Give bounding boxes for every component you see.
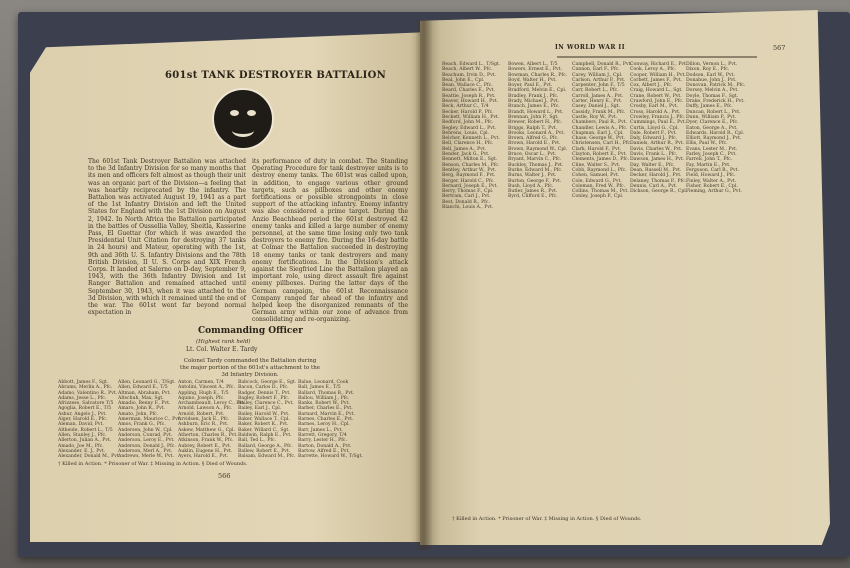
roster-name: Baker, Willard C., Sgt. xyxy=(238,427,290,433)
roster-name: Dixon, Roy E., Pfc. xyxy=(686,67,730,73)
roster-name: Carey, William J., Cpl. xyxy=(572,72,623,78)
roster-name: Arvidsen, Jack E., Pfc. xyxy=(178,417,230,423)
roster-name: Cox, Albert J., Pfc. xyxy=(630,83,673,89)
history-text-col-2 xyxy=(252,158,408,324)
roster-column xyxy=(178,380,246,460)
roster-name: Field, Howard J., Pfc. xyxy=(686,173,736,179)
roster-name: Bailey, Clarence C., Pvt. xyxy=(238,401,294,407)
roster-name: Baker, Robert K., Pvt. xyxy=(238,422,289,428)
roster-name: Beattie, Joseph R., Pvt. xyxy=(442,93,496,99)
roster-name: Bradley, Frank J., Pfc. xyxy=(508,93,559,99)
roster-name: Burns, Walter J., Pvt. xyxy=(508,173,557,179)
roster-name: Carroll, James A., Pvt. xyxy=(572,93,624,99)
roster-name: Balsam, Edward M., Pfc. xyxy=(238,454,296,460)
left-legend: † Killed in Action. * Prisoner of War. ‡ Missing in Action. § Died of Wounds. xyxy=(58,461,248,467)
roster-name: Bryant, Marvin C., Pfc. xyxy=(508,157,562,163)
roster-name: Brown, Harold E., Pvt. xyxy=(508,141,561,147)
roster-name: Craig, Howard L., Sgt. xyxy=(630,88,683,94)
roster-name: Farrell, John T., Pfc. xyxy=(686,157,733,163)
roster-name: Bartow, Alfred E., Pvt. xyxy=(298,448,350,454)
roster-column xyxy=(118,380,182,460)
roster-name: Doyle, Thomas F., Sgt. xyxy=(686,93,739,99)
roster-name: Barnes, Charles E., Pvt. xyxy=(298,417,354,423)
roster-name: Daniels, Arthur R., Pvt. xyxy=(630,141,685,147)
roster-name: Bruce, Oscar L., Pvt. xyxy=(508,152,557,158)
roster-name: Cline, Walter S., Pvt. xyxy=(572,162,621,168)
roster-name: Duncan, Robert L., Pvt. xyxy=(686,109,741,115)
roster-name: Fay, Martin E., Pvt. xyxy=(686,162,731,168)
roster-name: Bianchi, Louis A., Pvt. xyxy=(442,205,494,211)
roster-name: Amos, Frank G., Pfc. xyxy=(118,422,166,428)
roster-name: Atkinson, Frank W., Pfc. xyxy=(178,438,234,444)
roster-name: Casey, Daniel J., Sgt. xyxy=(572,104,620,110)
history-paragraph-2: its performance of duty in combat. The Standing Operating Procedure for tank destroyer units is to destroy enemy tanks. The 601st was called upon, in addition, to engage various other ground targets, such as pillboxes and other enemy fortifications or possible strongpoints in close support of the attacking infantry. Enemy infantry was also considered a prime target. During the Anzio Beachhead period the 601st destroyed 42 enemy tanks and killed a large number of enemy personnel, at the same time losing only two tank destroyers to enemy fire. During the 16-day battle at Colmar the Battalion succeeded in destroying 18 enemy tanks or tank destroyers and many enemy fortifications. In the Division's attack against the Siegfried Line the Battalion played an important role, using direct assault fire against enemy pillboxes. During the latter days of the German campaign, the 601st Reconnaissance Company ranged far ahead of the infantry and helped keep the disorganized remnants of the German army within our zone of advance from consolidating and re-organizing. xyxy=(252,158,408,324)
roster-name: Ballard, Thomas B., Pvt. xyxy=(298,390,355,396)
roster-name: Chambers, Paul R., Pvt. xyxy=(572,120,628,126)
roster-name: Chapman, Earl J., Cpl. xyxy=(572,130,624,136)
roster-name: Bender, Jack G., Pvt. xyxy=(442,152,490,158)
roster-name: Anderson, Conrad, Pvt. xyxy=(118,432,173,438)
roster-name: Berry, Thomas F., Cpl. xyxy=(442,189,494,195)
roster-name: Aleman, David, Pvt. xyxy=(58,422,104,428)
roster-name: Cooper, William H., Pvt. xyxy=(630,72,686,78)
roster-name: Arnold, Robert, Pvt. xyxy=(178,411,225,417)
roster-name: Behrens, Louis, Cpl. xyxy=(442,130,490,136)
roster-name: Auklin, Eugene H., Pvt. xyxy=(178,448,233,454)
roster-name: Bradford, Melvin E., Cpl. xyxy=(508,88,567,94)
roster-name: Dyer, Clarence E., Pfc. xyxy=(686,120,739,126)
roster-name: Brady, Michael J., Pvt. xyxy=(508,99,560,105)
roster-name: Baldwin, Ralph E., Pvt. xyxy=(238,432,292,438)
roster-name: Dickson, George R., Cpl. xyxy=(630,189,688,195)
right-legend: † Killed in Action. * Prisoner of War. ‡ Missing in Action. § Died of Wounds. xyxy=(452,516,642,522)
roster-name: Barrette, Howard W., T/Sgt. xyxy=(298,454,363,460)
roster-name: Castle, Roy W., Pvt. xyxy=(572,114,618,120)
roster-name: Chase, George W., Pvt. xyxy=(572,136,625,142)
roster-name: Beaver, Howard H., Pvt. xyxy=(442,99,499,105)
commanding-officer-heading: Commanding Officer xyxy=(198,326,303,336)
roster-name: Bowen, Albert L., T/5 xyxy=(508,62,558,67)
roster-name: Barr, James L., Pvt. xyxy=(298,427,343,433)
roster-name: Donahue, John J., Pvt. xyxy=(686,77,737,83)
roster-name: Fleming, Arthur G., Pvt. xyxy=(686,189,742,195)
roster-name: Antolini, Vincent A., Pfc. xyxy=(178,385,235,391)
roster-name: Abbott, James F., Sgt. xyxy=(58,380,109,385)
roster-name: Ballew, Robert E., Pvt. xyxy=(238,448,291,454)
roster-name: Barton, Donald A., Pvt. xyxy=(298,443,352,449)
roster-name: Evans, Lester M., Pvt. xyxy=(686,146,738,152)
roster-name: Boyd, Walter H., Pvt. xyxy=(508,77,557,83)
roster-name: Brandt, Howard L., Pvt. xyxy=(508,109,564,115)
roster-name: Conway, Richard E., Pvt. xyxy=(630,62,688,67)
right-page-title: IN WORLD WAR II xyxy=(555,44,626,51)
roster-name: Allerton, Julian A., Pvt. xyxy=(58,438,112,444)
roster-name: Adamo, Valentino R., Pvt. xyxy=(58,390,118,396)
roster-name: Daly, Edward J., Pfc. xyxy=(630,136,678,142)
roster-name: Amerman, Maurice C., Pvt. xyxy=(118,417,182,423)
roster-name: Christensen, Carl H., Pfc. xyxy=(572,141,632,147)
roster-name: Bentley, Arthur W., Pvt. xyxy=(442,167,497,173)
officer-note: Colonel Tardy commanded the Battalion during the major portion of the 601st's attachment to the 3d Infantry Division. xyxy=(180,358,320,378)
roster-name: Brown, Alfred G., Pfc. xyxy=(508,136,559,142)
roster-name: Bailey, Earl J., Cpl. xyxy=(238,406,282,412)
roster-name: Babcock, George E., Sgt. xyxy=(238,380,297,385)
roster-name: Dale, Robert F., Pvt. xyxy=(630,130,677,136)
roster-column xyxy=(686,62,746,195)
roster-name: Dillon, Vernon L., Pvt. xyxy=(686,62,738,67)
roster-name: Amado, Joe M., Pfc. xyxy=(58,443,104,449)
roster-name: Bernard, Joseph E., Pvt. xyxy=(442,183,498,189)
roster-name: Boyer, Paul E., Pvt. xyxy=(508,83,553,89)
roster-name: Beach, Edward L., T/Sgt. xyxy=(442,62,501,67)
roster-name: Crawford, John E., Pfc. xyxy=(630,99,684,105)
roster-name: Ashur, Angelo J., Pvt. xyxy=(58,411,107,417)
roster-name: Baker, Wallace T., Cpl. xyxy=(238,417,290,423)
history-paragraph-1: The 601st Tank Destroyer Battalion was attached to the 3d Infantry Division for so many months that its men and officers felt almost as though their unit was an organic part of the Division—a feeling that was heartily reciprocated by the infantry. The Battalion was activated August 19, 1941 as a part of the 1st Infantry Division and left the United States for England with the 1st Division on August 2, 1942. In North Africa the Battalion participated in the battles of Oussellia Valley, Sbeitla, Kasserine Pass, El Guettar (for which it was awarded the Presidential Unit Citation for destroying 37 tanks in 24 hours) and Mateur, operating with the 1st, 9th and 36th U. S. Infantry Divisions and the 78th British Division, II U. S. Corps and XIX French Corps. It landed at Salerno on D-day, September 9, 1943, with the 36th Infantry Division and 1st Ranger Battalion and remained attached until September 30, 1943, when it was attached to the 3d Division, with which it remained until the end of the war. The 601st went far beyond normal expectation in xyxy=(88,158,246,317)
roster-column xyxy=(630,62,686,194)
roster-name: Altman, Abraham, Pvt. xyxy=(118,390,171,396)
roster-name: Ashburn, Eric R., Pvt. xyxy=(178,422,229,428)
roster-name: Becker, Harold P., Pfc. xyxy=(442,109,494,115)
roster-name: Alexander, Donald M., Pvt. xyxy=(58,454,121,460)
history-text-col-1 xyxy=(88,158,246,316)
roster-name: Curtis, Lloyd G., Cpl. xyxy=(630,125,679,131)
roster-name: Bertram, Carl J., Pvt. xyxy=(442,194,491,200)
roster-name: Briggs, Ralph T., Pvt. xyxy=(508,125,558,131)
left-page-number: 566 xyxy=(218,472,231,480)
roster-name: Appling, Hugh E., T/5 xyxy=(178,390,229,396)
roster-name: Eaton, George A., Pvt. xyxy=(686,125,738,131)
roster-name: Coleman, Fred W., Pfc. xyxy=(572,183,626,189)
roster-name: Ballard, George A., Pfc. xyxy=(238,443,293,449)
roster-name: Abrams, Merlin A., Pfc. xyxy=(58,385,113,391)
roster-name: Ferguson, Carl R., Pvt. xyxy=(686,167,739,173)
roster-name: Elliott, Raymond J., Pvt. xyxy=(686,136,742,142)
roster-name: Barrett, Gregory, T/4 xyxy=(298,432,347,438)
roster-name: Ayers, Harold E., Pvt. xyxy=(178,454,229,460)
roster-name: Aquino, Joseph, Pfc. xyxy=(178,395,225,401)
roster-name: Dodson, Earl W., Pvt. xyxy=(686,72,735,78)
roster-name: Carter, Henry E., Pvt. xyxy=(572,99,623,105)
roster-name: Amato, John, Pfc. xyxy=(118,411,159,417)
roster-name: Beck, Arthur C., T/4 xyxy=(442,104,489,110)
roster-name: Anton, Carmen, T/4 xyxy=(178,380,224,385)
roster-name: Berger, Harold C., Pfc. xyxy=(442,178,495,184)
roster-name: Barnes, Leroy H., Cpl. xyxy=(298,422,350,428)
roster-name: Clayton, Robert E., Pvt. xyxy=(572,152,627,158)
roster-name: Cassidy, Frank M., Pfc. xyxy=(572,109,626,115)
roster-name: Berg, Raymond F., Pvt. xyxy=(442,173,496,179)
roster-name: Dorsey, Melvin A., Pvt. xyxy=(686,88,739,94)
battalion-title: 601st TANK DESTROYER BATTALION xyxy=(165,70,387,81)
roster-column xyxy=(238,380,296,459)
roster-name: Bailey, Harold W., Pvt. xyxy=(238,411,290,417)
roster-name: Ballou, William J., Pfc. xyxy=(298,395,350,401)
roster-name: Clements, James D., Pfc. xyxy=(572,157,630,163)
tank-destroyer-insignia-icon xyxy=(212,88,274,150)
roster-name: Burton, George F., Pvt. xyxy=(508,178,562,184)
roster-name: Carpenter, John F., T/5 xyxy=(572,83,625,89)
roster-name: Collins, Thomas M., Pvt. xyxy=(572,189,629,195)
roster-name: Day, Walter E., Pfc. xyxy=(630,162,675,168)
roster-name: Crosby, Earl M., Pvt. xyxy=(630,104,678,110)
roster-name: Ball, James E., T/5 xyxy=(298,385,341,391)
roster-name: Anderson, Merl A., Pvt. xyxy=(118,448,173,454)
roster-name: Barber, Charles E., Pvt. xyxy=(298,406,353,412)
roster-name: Alger, Harold E., Pfc. xyxy=(58,417,108,423)
roster-name: Donovan, Patrick M., Pfc. xyxy=(686,83,746,89)
roster-name: Branch, James E., Pfc. xyxy=(508,104,560,110)
roster-name: Bush, Lloyd A., Pfc. xyxy=(508,183,554,189)
roster-name: Afrizzese, Salvatore T/5 xyxy=(58,401,114,407)
roster-name: Atherton, Charles R., Pvt. xyxy=(178,432,238,438)
roster-name: Anderson, Leroy E., Pvt. xyxy=(118,438,175,444)
roster-name: Dunn, William P., Pvt. xyxy=(686,114,737,120)
roster-name: Andrews, Merle W., Pvt. xyxy=(118,454,174,460)
roster-name: Amadio, Benny F., Pvt. xyxy=(118,401,171,407)
roster-name: Archambeault, Leroy C., Pvt. xyxy=(178,401,246,407)
roster-name: Barry, Lester H., Pfc. xyxy=(298,438,347,444)
roster-name: Burke, Edward M., Pfc. xyxy=(508,167,563,173)
roster-column xyxy=(298,380,363,460)
roster-name: Drake, Frederick H., Pvt. xyxy=(686,99,745,105)
roster-name: Davis, Frank L., Pfc. xyxy=(630,152,678,158)
roster-name: Bennett, Milton E., Sgt. xyxy=(442,157,498,163)
roster-name: Cummings, Paul E., Pvt. xyxy=(630,120,687,126)
roster-name: Bell, Clarence H., Pfc. xyxy=(442,141,494,147)
roster-name: Chandler, Lewis A., Pfc. xyxy=(572,125,628,131)
roster-name: Bowers, Ernest E., Pvt. xyxy=(508,67,562,73)
roster-name: Buckley, Thomas J., Pvt. xyxy=(508,162,564,168)
roster-name: Bedford, John M., Pfc. xyxy=(442,120,494,126)
roster-name: Dawson, James H., Pvt. xyxy=(630,157,685,163)
roster-name: Bagley, Robert F., Pfc. xyxy=(238,395,290,401)
roster-name: Corbett, James F., Pvt. xyxy=(630,77,683,83)
roster-name: Badger, Dennis T., Pvt. xyxy=(238,390,291,396)
roster-name: Crowley, Francis J., Pfc. xyxy=(630,114,686,120)
roster-name: Altheide, Robert L., T/5 xyxy=(58,427,113,433)
roster-name: Farley, Joseph C., Pvt. xyxy=(686,152,737,158)
roster-column xyxy=(442,62,501,211)
roster-name: Begley, Edward L., Pvt. xyxy=(442,125,497,131)
roster-name: Best, Donald R., Pfc. xyxy=(442,199,490,205)
roster-column xyxy=(508,62,568,200)
roster-column xyxy=(58,380,121,460)
roster-name: Bowman, Charles R., Pfc. xyxy=(508,72,568,78)
roster-name: Conley, Joseph P., Cpl. xyxy=(572,194,624,200)
roster-name: Banks, Robert W., Pvt. xyxy=(298,401,350,407)
roster-name: Decker, Harold J., Pvt. xyxy=(630,173,682,179)
roster-name: Benson, Charles M., Pfc. xyxy=(442,162,500,168)
roster-name: Alexander, E. J., Pvt. xyxy=(58,448,106,454)
right-page-number: 567 xyxy=(773,44,786,52)
roster-name: Butler, James R., Pvt. xyxy=(508,189,558,195)
roster-name: Clark, Harold F., Pvt. xyxy=(572,146,622,152)
roster-name: Dennis, Carl A., Pvt. xyxy=(630,183,678,189)
roster-name: Brennan, John P., Sgt. xyxy=(508,114,559,120)
roster-name: Davis, Charles W., Pvt. xyxy=(630,146,683,152)
roster-name: Dean, Russell M., Pvt. xyxy=(630,167,682,173)
roster-name: Belcher, Kenneth L., Pvt. xyxy=(442,136,500,142)
roster-name: Aubrey, Robert E., Pvt. xyxy=(178,443,232,449)
roster-name: Finley, Walter A., Pvt. xyxy=(686,178,737,184)
roster-name: Bean, Wallace C., Pfc. xyxy=(442,83,493,89)
roster-name: Allen, Leonard G., T/Sgt. xyxy=(118,380,176,385)
roster-name: Askew, Matthew G., Cpl. xyxy=(178,427,235,433)
book-gutter xyxy=(415,20,433,550)
roster-name: Balue, Leonard, Cook xyxy=(298,380,349,385)
roster-name: Beach, Albert W., Pfc. xyxy=(442,67,493,73)
roster-name: Brooks, Leonard A., Pvt. xyxy=(508,130,565,136)
roster-name: Beard, Charles E., Pvt. xyxy=(442,88,496,94)
roster-name: Cohen, Samuel, Pvt. xyxy=(572,173,620,179)
roster-name: Beachum, Irvin D., Pvt. xyxy=(442,72,496,78)
roster-name: Anderson, Donald J., Pfc. xyxy=(118,443,176,449)
roster-name: Carlson, Arthur P., Pvt. xyxy=(572,77,626,83)
roster-name: Amaro, John R., Pvt. xyxy=(118,406,166,412)
roster-name: Ball, Ted L., Pfc. xyxy=(238,438,277,444)
roster-name: Fisher, Robert E., Cpl. xyxy=(686,183,738,189)
roster-column xyxy=(572,62,632,200)
roster-name: Byrd, Clifford E., Pfc. xyxy=(508,194,558,200)
roster-name: Cannon, Earl F., Pfc. xyxy=(572,67,620,73)
roster-name: Cook, Leroy A., Pfc. xyxy=(630,67,677,73)
roster-name: Duffy, James E., Pfc. xyxy=(686,104,733,110)
roster-name: Carr, Robert L., Pfc. xyxy=(572,88,619,94)
roster-name: Arnold, Lawson A., Pfc. xyxy=(178,406,233,412)
roster-name: Beckett, William H., Pvt. xyxy=(442,114,500,120)
roster-name: Edwards, Harold R., Cpl. xyxy=(686,130,745,136)
roster-name: Campbell, Donald R., Pvt. xyxy=(572,62,632,67)
right-rule xyxy=(557,56,757,58)
roster-name: Brewer, Robert H., Pfc. xyxy=(508,120,563,126)
roster-name: Crane, Robert W., Pvt. xyxy=(630,93,682,99)
roster-name: Allen, Stanley J., Pfc. xyxy=(58,432,107,438)
roster-name: Bell, James A., Pvt. xyxy=(442,146,487,152)
roster-name: Andersen, John W., Cpl. xyxy=(118,427,173,433)
roster-name: Agoglia, Robert E., T/5 xyxy=(58,406,112,412)
roster-name: Cobb, Raymond L., Pfc. xyxy=(572,167,627,173)
roster-name: Barnard, Marvin E., Pvt. xyxy=(298,411,355,417)
roster-name: Ellis, Paul W., Pfc. xyxy=(686,141,728,147)
roster-name: Brown, Raymond W., Cpl. xyxy=(508,146,568,152)
roster-name: Cross, Harold A., Pvt. xyxy=(630,109,681,115)
roster-name: Delaney, Thomas P., Pfc. xyxy=(630,178,687,184)
roster-name: Altschuh, Max, Sgt. xyxy=(118,395,164,401)
roster-name: Allen, Edward E., T/5 xyxy=(118,385,168,391)
roster-name: Adams, Jesse L., Pfc. xyxy=(58,395,107,401)
roster-name: Beal, John E., Cpl. xyxy=(442,77,485,83)
officer-name: Lt. Col. Walter E. Tardy xyxy=(186,346,258,353)
rank-note: (Highest rank held) xyxy=(196,339,251,345)
roster-name: Bacon, Carlos D., Pfc. xyxy=(238,385,289,391)
roster-name: Cole, Edward G., Pvt. xyxy=(572,178,622,184)
